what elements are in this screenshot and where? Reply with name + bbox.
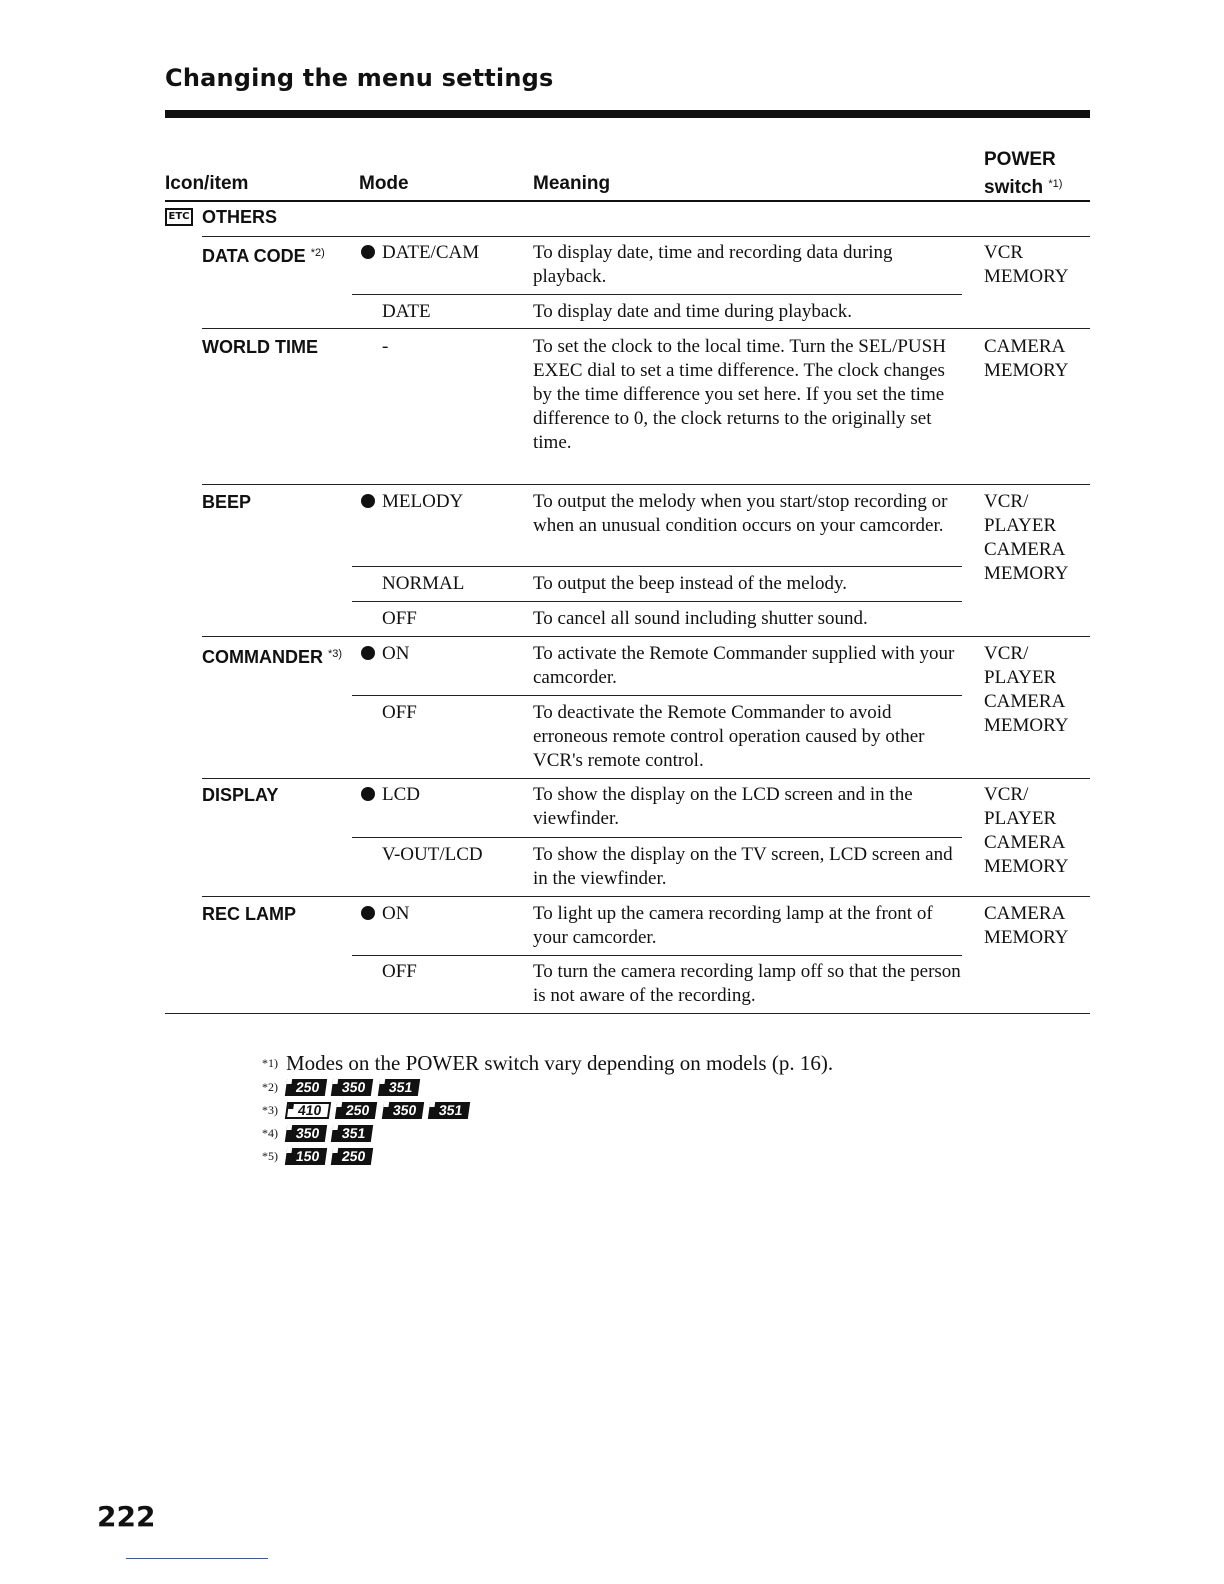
header-power-label: switch xyxy=(984,177,1044,198)
page-number: 222 xyxy=(97,1500,156,1533)
mode-lcd-label: LCD xyxy=(382,784,420,805)
power-beep xyxy=(984,490,1089,586)
footnote-mark: *5) xyxy=(262,1149,278,1163)
mode-melody xyxy=(361,490,463,514)
header-item: Icon/item xyxy=(165,173,249,194)
item-world-time: WORLD TIME xyxy=(202,337,318,357)
footnote-1 xyxy=(262,1050,833,1076)
mode-lcd xyxy=(361,783,420,807)
footnotes xyxy=(262,1050,833,1168)
power-value: MEMORY xyxy=(984,927,1069,948)
model-badge-icon: 350 xyxy=(285,1125,328,1142)
power-value: CAMERA xyxy=(984,903,1066,924)
default-dot-icon xyxy=(361,787,375,801)
mode-rec-off: OFF xyxy=(382,961,417,982)
meaning-v-out-lcd: To show the display on the TV screen, LCD screen and in the viewfinder. xyxy=(533,844,953,889)
model-badge-icon: 250 xyxy=(335,1102,378,1119)
footnote-mark: *1) xyxy=(262,1055,278,1070)
power-value: VCR xyxy=(984,242,1024,263)
power-world-time xyxy=(984,335,1089,383)
power-value: PLAYER xyxy=(984,808,1057,829)
row-rule xyxy=(352,837,962,838)
power-value: VCR/ xyxy=(984,643,1029,664)
mode-date-cam xyxy=(361,241,479,265)
row-rule xyxy=(352,601,962,602)
power-value: MEMORY xyxy=(984,360,1069,381)
row-rule xyxy=(202,484,1090,485)
meaning-normal: To output the beep instead of the melody. xyxy=(533,573,848,594)
power-display xyxy=(984,783,1089,879)
row-rule xyxy=(352,294,962,295)
mode-off: OFF xyxy=(382,608,417,629)
mode-on xyxy=(361,642,409,666)
mode-date-cam-label: DATE/CAM xyxy=(382,242,480,263)
page-title: Changing the menu settings xyxy=(165,64,554,92)
page-link-underline xyxy=(126,1558,268,1559)
meaning-date: To display date and time during playback. xyxy=(533,301,852,322)
row-rule xyxy=(202,636,1090,637)
power-data-code xyxy=(984,241,1089,289)
etc-icon: ETC xyxy=(165,208,193,226)
meaning-date-cam: To display date, time and recording data during playback. xyxy=(533,242,893,287)
row-rule xyxy=(202,778,1090,779)
mode-melody-label: MELODY xyxy=(382,491,464,512)
default-dot-icon xyxy=(361,646,375,660)
power-commander xyxy=(984,642,1089,738)
item-commander-label: COMMANDER xyxy=(202,647,323,667)
row-rule xyxy=(352,566,962,567)
model-badge-icon: 351 xyxy=(428,1102,471,1119)
footnote-4 xyxy=(262,1122,833,1145)
model-badge-icon: 350 xyxy=(331,1079,374,1096)
power-value: VCR/ xyxy=(984,784,1029,805)
item-data-code-note: *2) xyxy=(310,247,325,259)
meaning-off: To cancel all sound including shutter sound. xyxy=(533,608,868,629)
model-badge-icon: 410 xyxy=(285,1102,332,1119)
model-badge-icon: 350 xyxy=(382,1102,425,1119)
item-rec-lamp: REC LAMP xyxy=(202,904,296,924)
model-badge-icon: 351 xyxy=(378,1079,421,1096)
item-commander xyxy=(202,642,342,669)
meaning-melody: To output the melody when you start/stop recording or when an unusual condition occurs on your camcorder. xyxy=(533,491,948,536)
meaning-lcd: To show the display on the LCD screen and in the viewfinder. xyxy=(533,784,913,829)
mode-normal: NORMAL xyxy=(382,573,465,594)
default-dot-icon xyxy=(361,494,375,508)
power-value: MEMORY xyxy=(984,715,1069,736)
model-badge-icon: 250 xyxy=(331,1148,374,1165)
meaning-rec-on: To light up the camera recording lamp at the front of your camcorder. xyxy=(533,903,933,948)
mode-rec-on xyxy=(361,902,409,926)
model-badge-icon: 351 xyxy=(331,1125,374,1142)
power-value: PLAYER xyxy=(984,667,1057,688)
default-dot-icon xyxy=(361,906,375,920)
header-power-line2 xyxy=(984,172,1062,200)
power-value: CAMERA xyxy=(984,832,1066,853)
header-meaning: Meaning xyxy=(533,173,611,194)
meaning-commander-off: To deactivate the Remote Commander to avoid erroneous remote control operation caused by other VCR's remote control. xyxy=(533,702,925,771)
footnote-mark: *3) xyxy=(262,1103,278,1117)
title-rule xyxy=(165,110,1090,118)
item-display: DISPLAY xyxy=(202,785,279,805)
power-value: PLAYER xyxy=(984,515,1057,536)
item-data-code-label: DATA CODE xyxy=(202,246,306,266)
power-value: CAMERA xyxy=(984,691,1066,712)
header-power-note: *1) xyxy=(1048,178,1063,190)
footnote-text: Modes on the POWER switch vary depending on models (p. 16). xyxy=(286,1050,834,1075)
power-value: MEMORY xyxy=(984,563,1069,584)
model-badge-icon: 150 xyxy=(285,1148,328,1165)
section-label: OTHERS xyxy=(202,207,278,227)
row-rule xyxy=(352,955,962,956)
header-mode: Mode xyxy=(359,173,409,194)
meaning-world-time: To set the clock to the local time. Turn the SEL/PUSH EXEC dial to set a time difference. The clock changes by the time difference you set here. If you set the time difference to 0, the clock returns to the originally set time. xyxy=(533,336,946,453)
mode-v-out-lcd: V-OUT/LCD xyxy=(382,844,483,865)
power-value: MEMORY xyxy=(984,266,1069,287)
footnote-mark: *4) xyxy=(262,1126,278,1140)
power-value: CAMERA xyxy=(984,336,1066,357)
power-value: VCR/ xyxy=(984,491,1029,512)
meaning-rec-off: To turn the camera recording lamp off so that the person is not aware of the recording. xyxy=(533,961,961,1006)
default-dot-icon xyxy=(361,245,375,259)
header-rule xyxy=(165,200,1090,202)
model-badge-icon: 250 xyxy=(285,1079,328,1096)
power-value: CAMERA xyxy=(984,539,1066,560)
mode-date: DATE xyxy=(382,301,431,322)
footnote-5 xyxy=(262,1145,833,1168)
footnote-2 xyxy=(262,1076,833,1099)
item-commander-note: *3) xyxy=(328,648,343,660)
row-rule xyxy=(202,896,1090,897)
mode-rec-on-label: ON xyxy=(382,903,410,924)
footnote-3 xyxy=(262,1099,833,1122)
item-beep: BEEP xyxy=(202,492,252,512)
section-rule xyxy=(202,236,1090,237)
row-rule xyxy=(202,328,1090,329)
header-power-line1: POWER xyxy=(984,149,1056,170)
mode-on-label: ON xyxy=(382,643,410,664)
meaning-commander-on: To activate the Remote Commander supplied with your camcorder. xyxy=(533,643,955,688)
item-data-code xyxy=(202,241,325,268)
power-value: MEMORY xyxy=(984,856,1069,877)
footnote-mark: *2) xyxy=(262,1080,278,1094)
mode-world-time: - xyxy=(382,336,389,357)
mode-commander-off: OFF xyxy=(382,702,417,723)
table-bottom-rule xyxy=(165,1013,1090,1014)
row-rule xyxy=(352,695,962,696)
power-rec-lamp xyxy=(984,902,1089,950)
